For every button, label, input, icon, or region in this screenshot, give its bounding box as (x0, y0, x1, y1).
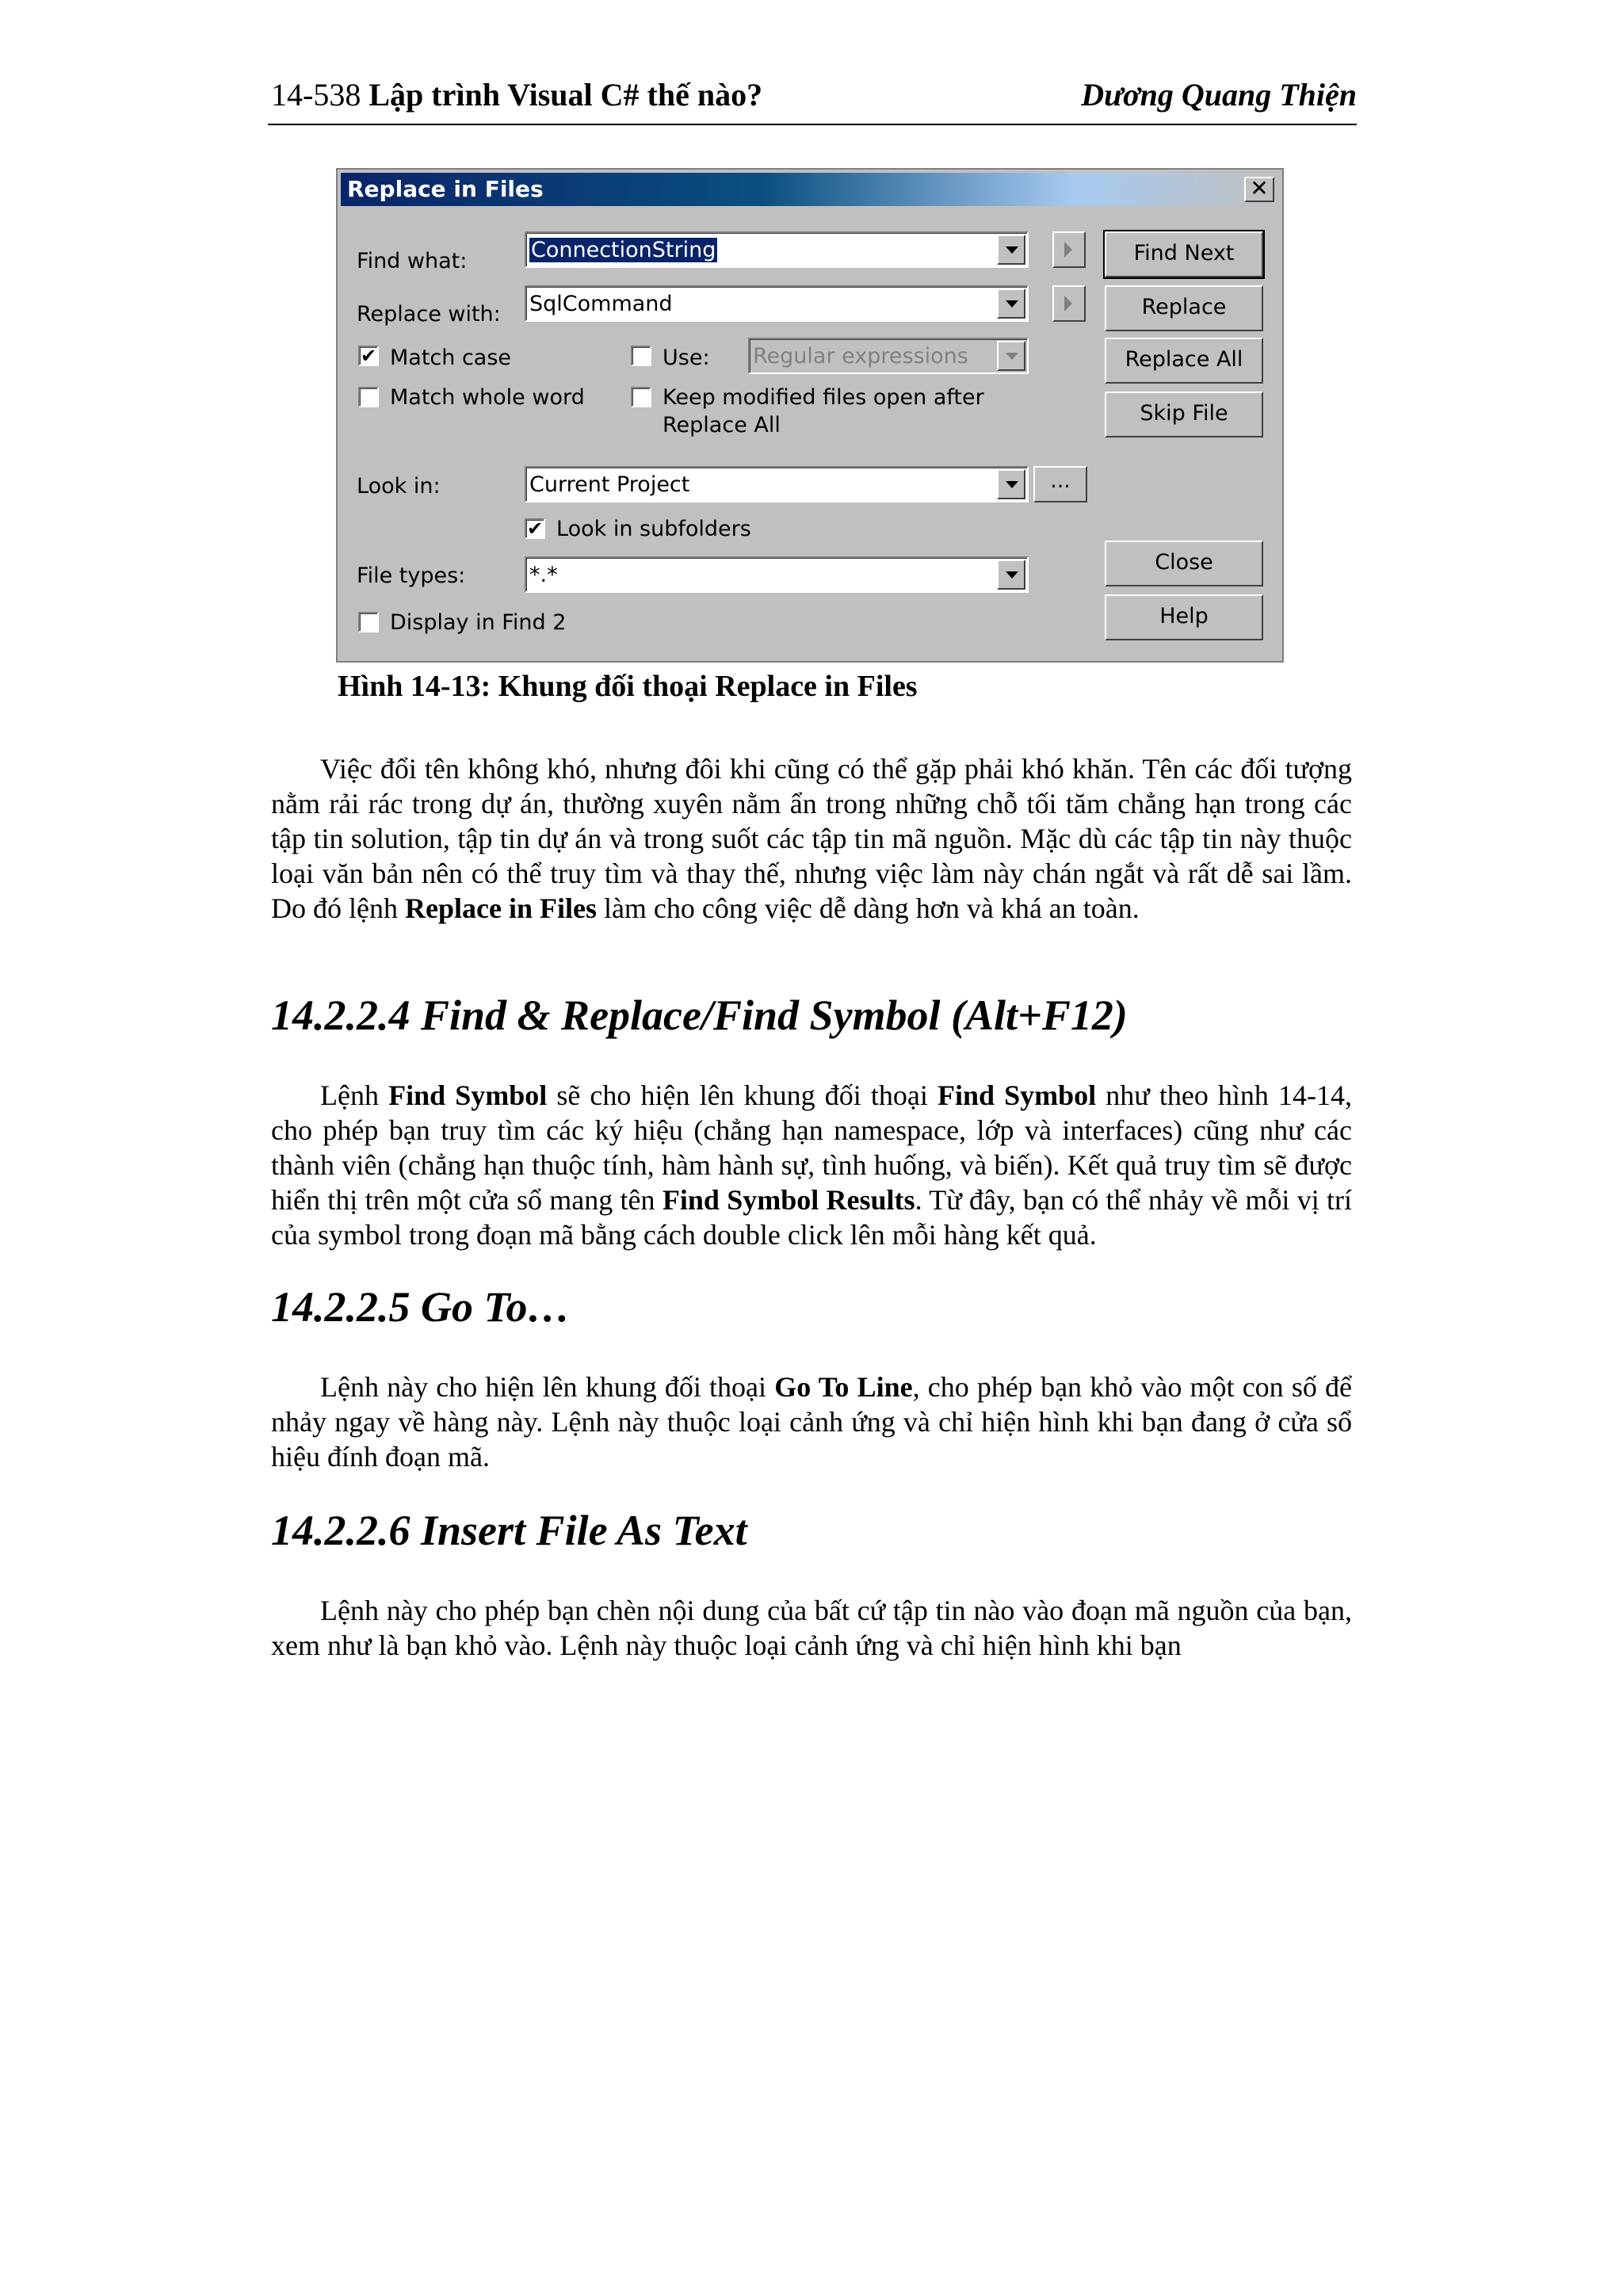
browse-button[interactable]: ... (1033, 466, 1087, 502)
look-in-value: Current Project (529, 472, 690, 497)
replace-all-button[interactable]: Replace All (1105, 338, 1263, 384)
close-icon[interactable]: ✕ (1244, 177, 1274, 202)
heading-insert-file: 14.2.2.6 Insert File As Text (271, 1507, 747, 1554)
find-symbol-bold-3: Find Symbol Results (662, 1184, 915, 1216)
replace-with-combo[interactable] (525, 285, 1029, 322)
header-left (271, 76, 762, 113)
header-rule (268, 124, 1357, 125)
dialog-title: Replace in Files (347, 176, 544, 202)
find-symbol-bold-1: Find Symbol (388, 1079, 548, 1111)
figure-caption: Hình 14-13: Khung đối thoại Replace in Files (338, 670, 918, 703)
match-whole-word-checkbox[interactable] (358, 387, 379, 407)
display-in-find2-label: Display in Find 2 (390, 610, 567, 635)
display-in-find2-checkbox[interactable] (358, 612, 379, 632)
close-button[interactable]: Close (1105, 541, 1263, 586)
keep-open-label-line2: Replace All (663, 413, 781, 437)
use-label: Use: (663, 346, 710, 370)
use-checkbox[interactable] (631, 346, 651, 366)
goto-bold: Go To Line (774, 1371, 913, 1403)
file-types-label: File types: (357, 563, 466, 588)
look-in-combo[interactable] (525, 466, 1029, 502)
keep-open-label-line1: Keep modified files open after (663, 385, 984, 410)
find-what-combo[interactable] (525, 231, 1029, 268)
page-header (271, 76, 1357, 120)
chevron-down-icon[interactable] (997, 469, 1025, 499)
goto-text-2: , cho phép bạn khỏ vào một con số để nhảy ngay về hàng này. Lệnh này thuộc loại cảnh ứng và chỉ hiện hình khi bạn đang ở cửa sổ hiệu đính đoạn mã. (271, 1371, 1352, 1473)
heading-find-symbol: 14.2.2.4 Find & Replace/Find Symbol (Alt+F12) (271, 991, 1128, 1039)
find-next-button[interactable]: Find Next (1105, 231, 1263, 277)
match-whole-word-label: Match whole word (390, 385, 585, 410)
chevron-down-icon[interactable] (997, 288, 1025, 319)
find-symbol-bold-2: Find Symbol (937, 1079, 1097, 1111)
find-what-value: ConnectionString (531, 238, 716, 262)
replace-button[interactable]: Replace (1105, 285, 1263, 331)
find-symbol-text-4: . Từ đây, bạn có thể nhảy về mỗi vị trí của symbol trong đoạn mã bằng cách double click lên mỗi hàng kết quả. (271, 1184, 1353, 1251)
file-types-value: *.* (529, 563, 558, 587)
file-types-combo[interactable] (525, 556, 1029, 593)
intro-text-2: làm cho công việc dễ dàng hơn và khá an toàn. (596, 892, 1140, 924)
match-case-checkbox[interactable]: ✔ (358, 346, 379, 366)
match-case-label: Match case (390, 346, 512, 370)
chevron-down-icon[interactable] (997, 341, 1025, 371)
find-symbol-text-2: sẽ cho hiện lên khung đối thoại (547, 1079, 938, 1111)
author-name: Dương Quang Thiện (1081, 77, 1357, 113)
look-in-subfolders-label: Look in subfolders (556, 517, 751, 541)
book-title: Lập trình Visual C# thế nào? (369, 77, 763, 113)
insert-paragraph (271, 1593, 1352, 1663)
find-what-expression-arrow-icon[interactable] (1052, 231, 1086, 268)
find-symbol-paragraph (271, 1078, 1352, 1252)
replace-with-value: SqlCommand (529, 292, 673, 316)
find-what-label: Find what: (357, 249, 468, 273)
chevron-down-icon[interactable] (997, 560, 1025, 590)
intro-paragraph (271, 751, 1352, 926)
page-number: 14-538 (271, 77, 361, 113)
find-symbol-text-1: Lệnh (320, 1079, 389, 1111)
intro-text-1: Việc đổi tên không khó, nhưng đôi khi cũng có thể gặp phải khó khăn. Tên các đối tượng nằm rải rác trong dự án, thường xuyên nằm ẩn trong những chỗ tối tăm chẳng hạn trong các tập tin solution, tập tin dự án và trong suốt các tập tin mã nguồn. Mặc dù các tập tin này thuộc loại văn bản nên có thể truy tìm và thay thế, nhưng việc làm này chán ngắt và rất dễ sai lầm. Do đó lệnh (271, 753, 1352, 924)
use-value: Regular expressions (753, 344, 968, 369)
skip-file-button[interactable]: Skip File (1105, 392, 1263, 437)
look-in-label: Look in: (357, 474, 441, 499)
find-symbol-text-3: như theo hình 14-14, cho phép bạn truy tìm các ký hiệu (chẳng hạn namespace, lớp và interfaces) cũng như các thành viên (chẳng hạn thuộc tính, hàm hành sự, tình huống, và biến). Kết quả truy tìm sẽ được hiển thị trên một cửa sổ mang tên (271, 1079, 1352, 1216)
insert-text: Lệnh này cho phép bạn chèn nội dung của bất cứ tập tin nào vào đoạn mã nguồn của bạn, xem như là bạn khỏ vào. Lệnh này thuộc loại cảnh ứng và chỉ hiện hình khi bạn (271, 1595, 1352, 1661)
replace-with-label: Replace with: (357, 302, 501, 327)
chevron-down-icon[interactable] (997, 235, 1025, 265)
help-button[interactable]: Help (1105, 594, 1263, 640)
replace-with-expression-arrow-icon[interactable] (1052, 285, 1086, 322)
look-in-subfolders-checkbox[interactable]: ✔ (525, 518, 545, 539)
goto-paragraph (271, 1370, 1352, 1474)
keep-open-checkbox[interactable] (631, 387, 651, 407)
replace-in-files-dialog (336, 168, 1284, 663)
goto-text-1: Lệnh này cho hiện lên khung đối thoại (320, 1371, 775, 1403)
dialog-titlebar (341, 173, 1279, 206)
intro-bold: Replace in Files (404, 892, 597, 924)
heading-goto: 14.2.2.5 Go To… (271, 1283, 571, 1331)
use-combo[interactable] (748, 338, 1029, 374)
